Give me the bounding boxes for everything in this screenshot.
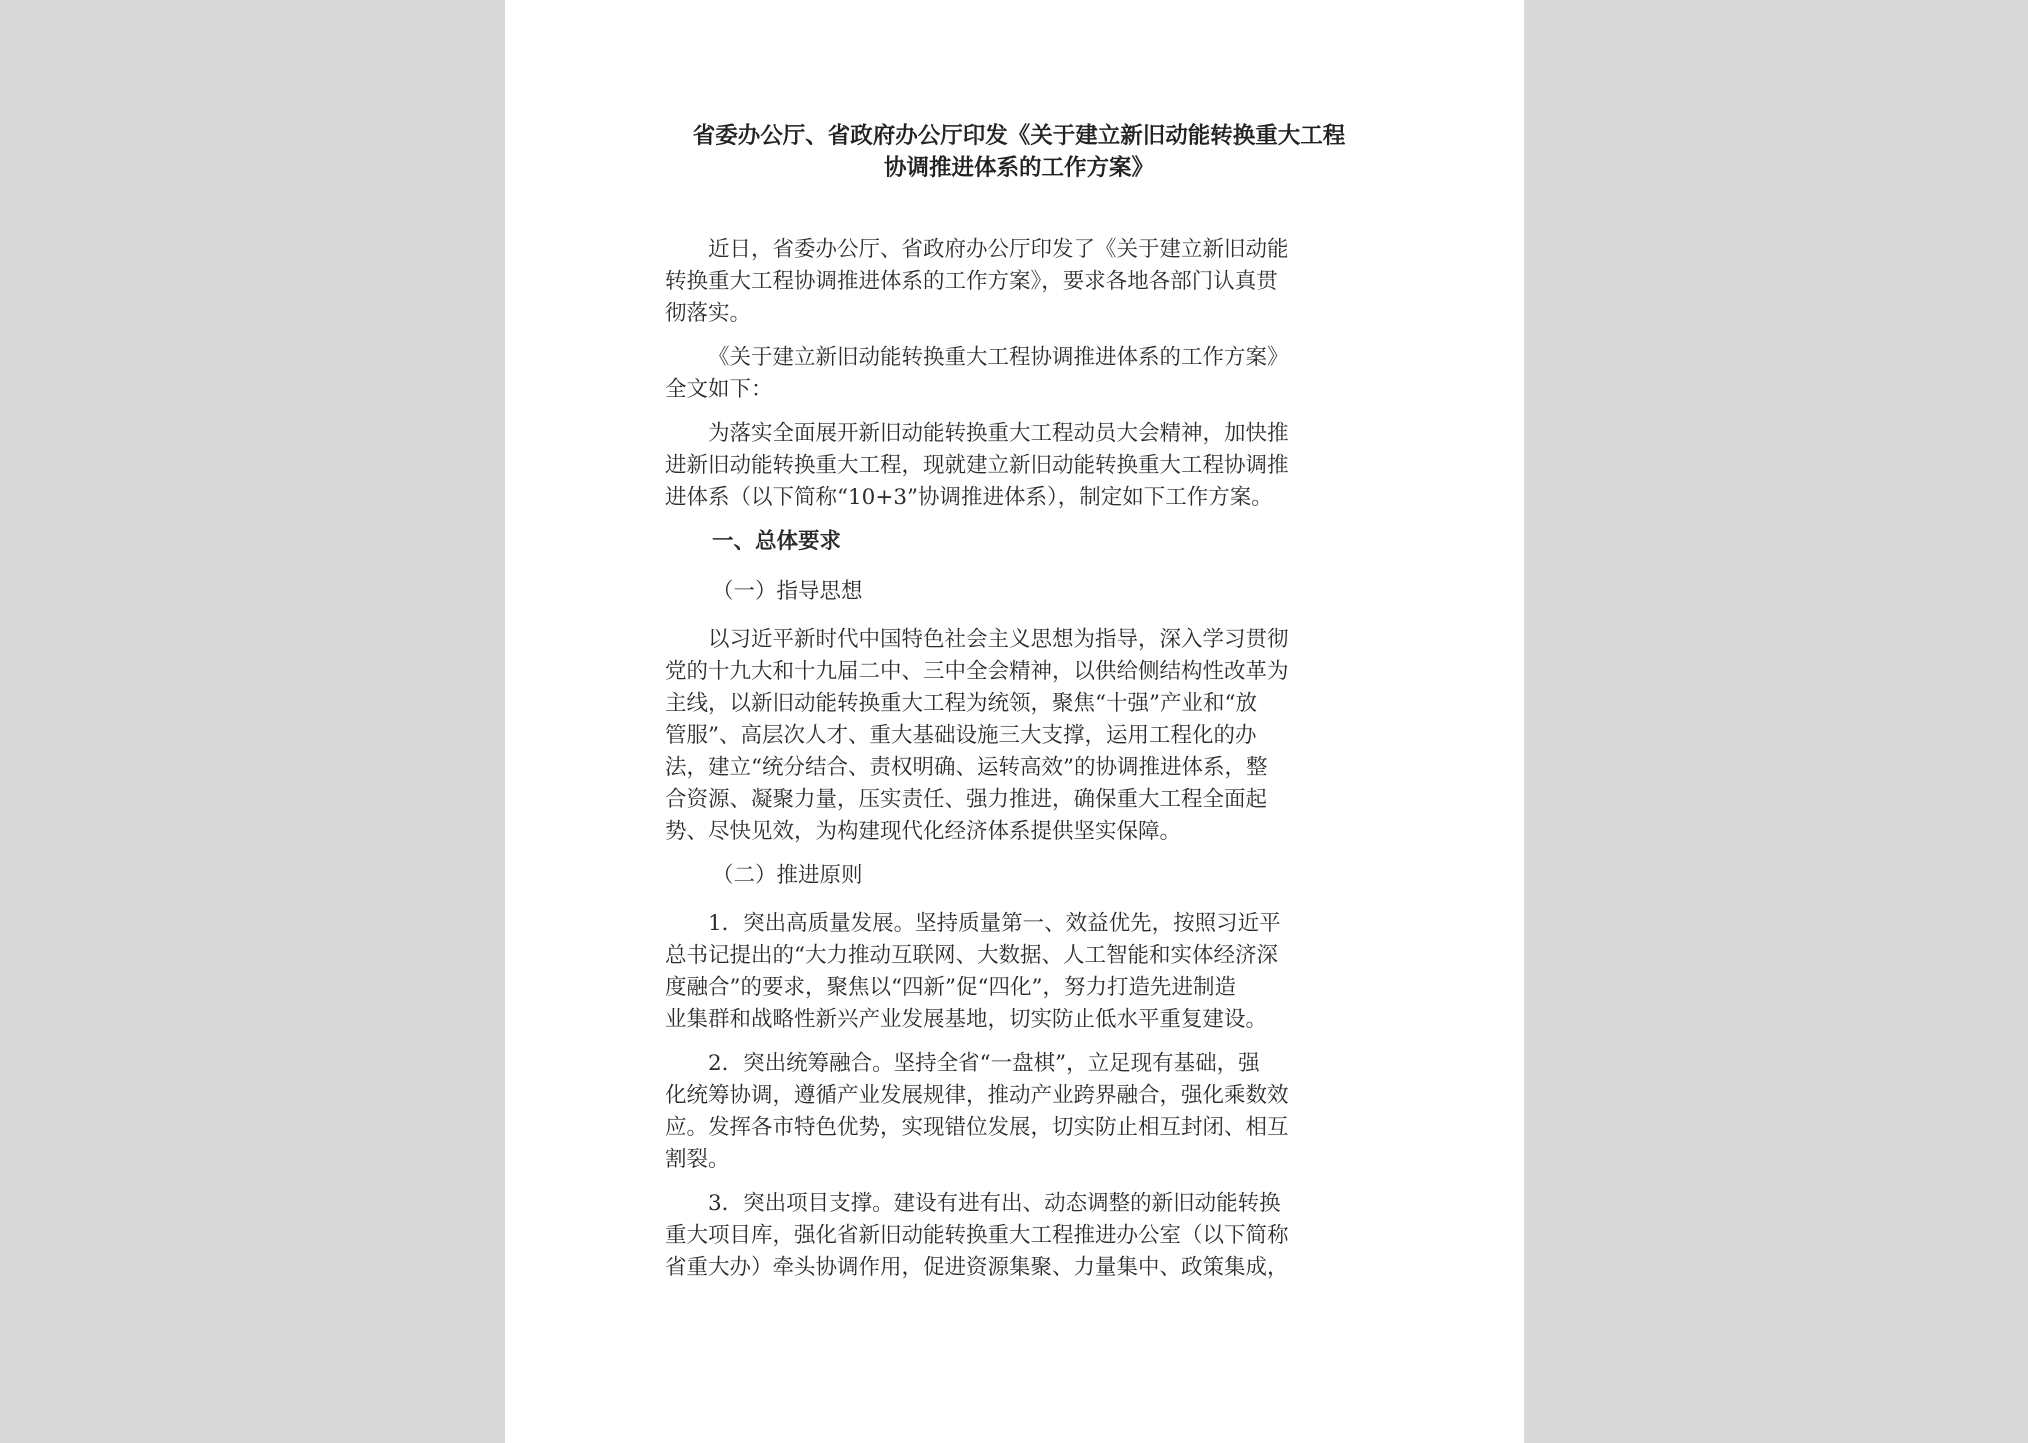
text-line: 合资源、凝聚力量，压实责任、强力推进，确保重大工程全面起	[665, 787, 1268, 812]
section-heading: 一、总体要求	[712, 529, 842, 554]
text-line: 2．突出统筹融合。坚持全省“一盘棋”，立足现有基础，强	[708, 1051, 1260, 1076]
text-line: 法，建立“统分结合、责权明确、运转高效”的协调推进体系，整	[665, 755, 1268, 780]
text-line: 以习近平新时代中国特色社会主义思想为指导，深入学习贯彻	[708, 627, 1289, 652]
text-line: 为落实全面展开新旧动能转换重大工程动员大会精神，加快推	[708, 421, 1289, 446]
text-line: 主线，以新旧动能转换重大工程为统领，聚焦“十强”产业和“放	[665, 691, 1257, 716]
subsection-heading: （二）推进原则	[712, 863, 863, 888]
page-content	[665, 120, 1373, 1296]
text-line: 度融合”的要求，聚焦以“四新”促“四化”，努力打造先进制造	[665, 975, 1236, 1000]
text-line: 业集群和战略性新兴产业发展基地，切实防止低水平重复建设。	[665, 1007, 1268, 1032]
title-line: 省委办公厅、省政府办公厅印发《关于建立新旧动能转换重大工程	[692, 123, 1346, 149]
text-line: 近日，省委办公厅、省政府办公厅印发了《关于建立新旧动能	[708, 237, 1289, 262]
text-line: 全文如下：	[665, 377, 773, 402]
text-line: 《关于建立新旧动能转换重大工程协调推进体系的工作方案》	[708, 345, 1289, 370]
text-line: 管服”、高层次人才、重大基础设施三大支撑，运用工程化的办	[665, 723, 1257, 748]
text-line: 总书记提出的“大力推动互联网、大数据、人工智能和实体经济深	[665, 943, 1278, 968]
text-line: 进新旧动能转换重大工程，现就建立新旧动能转换重大工程协调推	[665, 453, 1289, 478]
text-line: 党的十九大和十九届二中、三中全会精神，以供给侧结构性改革为	[665, 659, 1289, 684]
text-line: 3．突出项目支撑。建设有进有出、动态调整的新旧动能转换	[708, 1191, 1281, 1216]
text-line: 割裂。	[665, 1147, 730, 1172]
paragraph-principle-1	[665, 908, 1373, 1036]
subsection-heading: （一）指导思想	[712, 579, 863, 604]
paragraph-purpose	[665, 418, 1373, 514]
document-page	[505, 0, 1524, 1443]
paragraph-intro	[665, 234, 1373, 330]
paragraph-principle-2	[665, 1048, 1373, 1176]
paragraph-principle-3	[665, 1188, 1373, 1284]
paragraph-guiding-thought	[665, 624, 1373, 848]
text-line: 重大项目库，强化省新旧动能转换重大工程推进办公室（以下简称	[665, 1223, 1289, 1248]
title-line: 协调推进体系的工作方案》	[883, 155, 1154, 181]
text-line: 势、尽快见效，为构建现代化经济体系提供坚实保障。	[665, 819, 1182, 844]
text-line: 转换重大工程协调推进体系的工作方案》，要求各地各部门认真贯	[665, 269, 1278, 294]
text-line: 省重大办）牵头协调作用，促进资源集聚、力量集中、政策集成，	[665, 1255, 1289, 1280]
text-line: 化统筹协调，遵循产业发展规律，推动产业跨界融合，强化乘数效	[665, 1083, 1289, 1108]
text-line: 彻落实。	[665, 301, 752, 326]
text-line: 应。发挥各市特色优势，实现错位发展，切实防止相互封闭、相互	[665, 1115, 1289, 1140]
document-title	[665, 120, 1373, 184]
text-line: 进体系（以下简称“10+3”协调推进体系），制定如下工作方案。	[665, 485, 1273, 510]
text-line: 1．突出高质量发展。坚持质量第一、效益优先，按照习近平	[708, 911, 1281, 936]
paragraph-fulltext	[665, 342, 1373, 406]
